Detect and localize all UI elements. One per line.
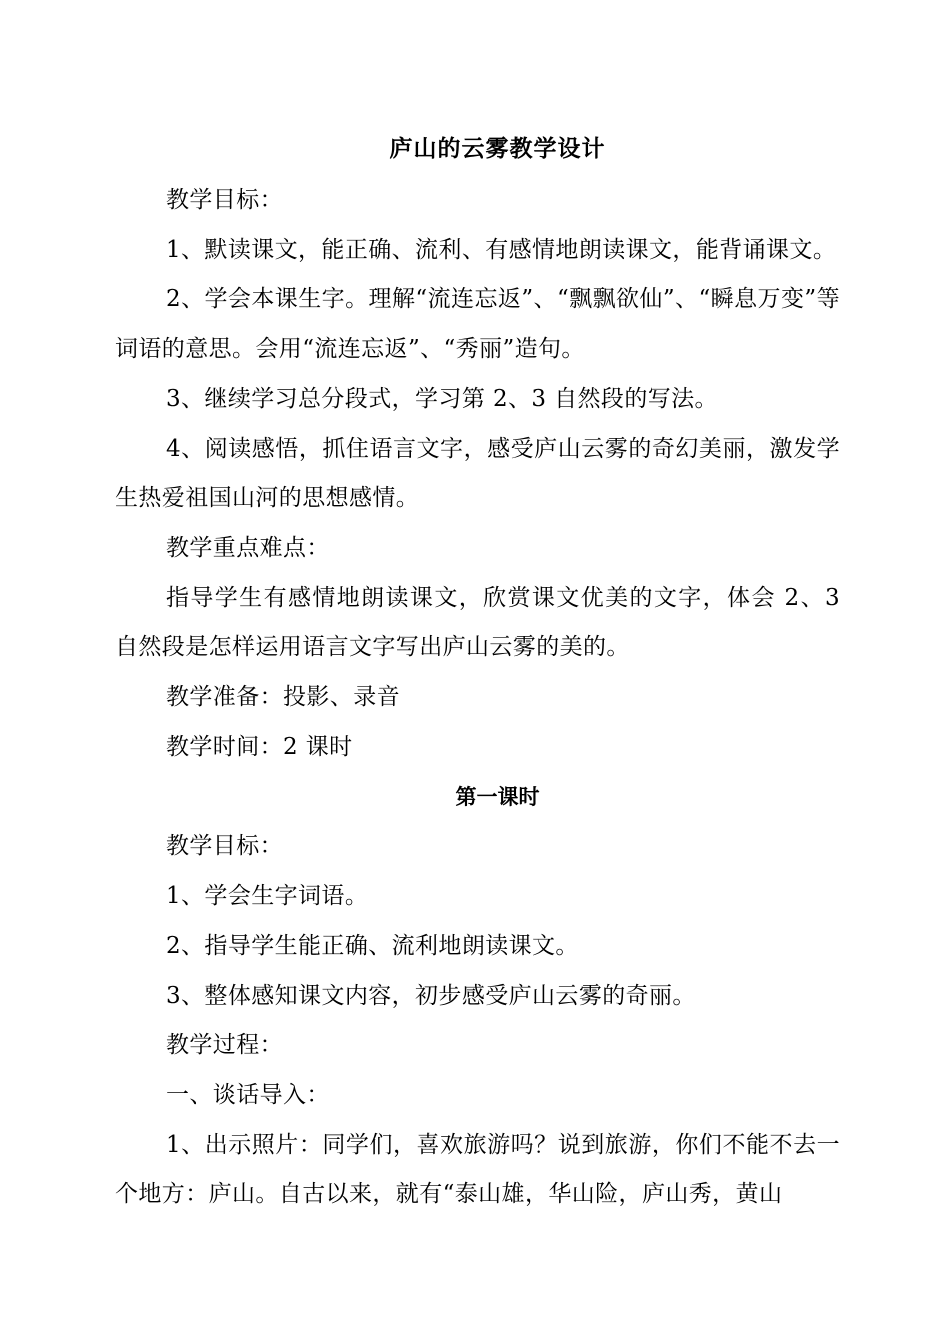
goal-4: 4、阅读感悟，抓住语言文字，感受庐山云雾的奇幻美丽，激发学生热爱祖国山河的思想感情。 xyxy=(115,435,840,512)
lesson1-goal-2: 2、指导学生能正确、流利地朗读课文。 xyxy=(166,932,579,959)
time-line: 教学时间：2 课时 xyxy=(166,733,353,760)
preparation-line: 教学准备：投影、录音 xyxy=(166,684,400,711)
document-title: 庐山的云雾教学设计 xyxy=(389,136,606,162)
key-points-text: 指导学生有感情地朗读课文，欣赏课文优美的文字，体会 2、3 自然段是怎样运用语言文字写出庐山云雾的美的。 xyxy=(115,584,840,661)
document-body xyxy=(115,122,840,1220)
step-1-text: 1、出示照片：同学们，喜欢旅游吗？说到旅游，你们不能不去一个地方：庐山。自古以来，就有“泰山雄，华山险，庐山秀，黄山 xyxy=(115,1131,840,1208)
lesson1-goals-heading: 教学目标： xyxy=(166,833,283,860)
goal-2: 2、学会本课生字。理解“流连忘返”、“飘飘欲仙”、“瞬息万变”等词语的意思。会用“流连忘返”、“秀丽”造句。 xyxy=(115,286,840,363)
lesson1-goal-1: 1、学会生字词语。 xyxy=(166,883,369,910)
lesson1-title: 第一课时 xyxy=(455,785,540,810)
goals-heading: 教学目标： xyxy=(166,187,283,213)
process-heading: 教学过程： xyxy=(166,1032,283,1059)
lesson1-goal-3: 3、整体感知课文内容，初步感受庐山云雾的奇丽。 xyxy=(166,982,696,1009)
key-points-heading: 教学重点难点： xyxy=(166,534,330,561)
goal-3: 3、继续学习总分段式，学习第 2、3 自然段的写法。 xyxy=(166,385,718,412)
goal-1: 1、默读课文，能正确、流利、有感情地朗读课文，能背诵课文。 xyxy=(166,236,837,263)
step-1-heading: 一、谈话导入： xyxy=(166,1081,330,1108)
